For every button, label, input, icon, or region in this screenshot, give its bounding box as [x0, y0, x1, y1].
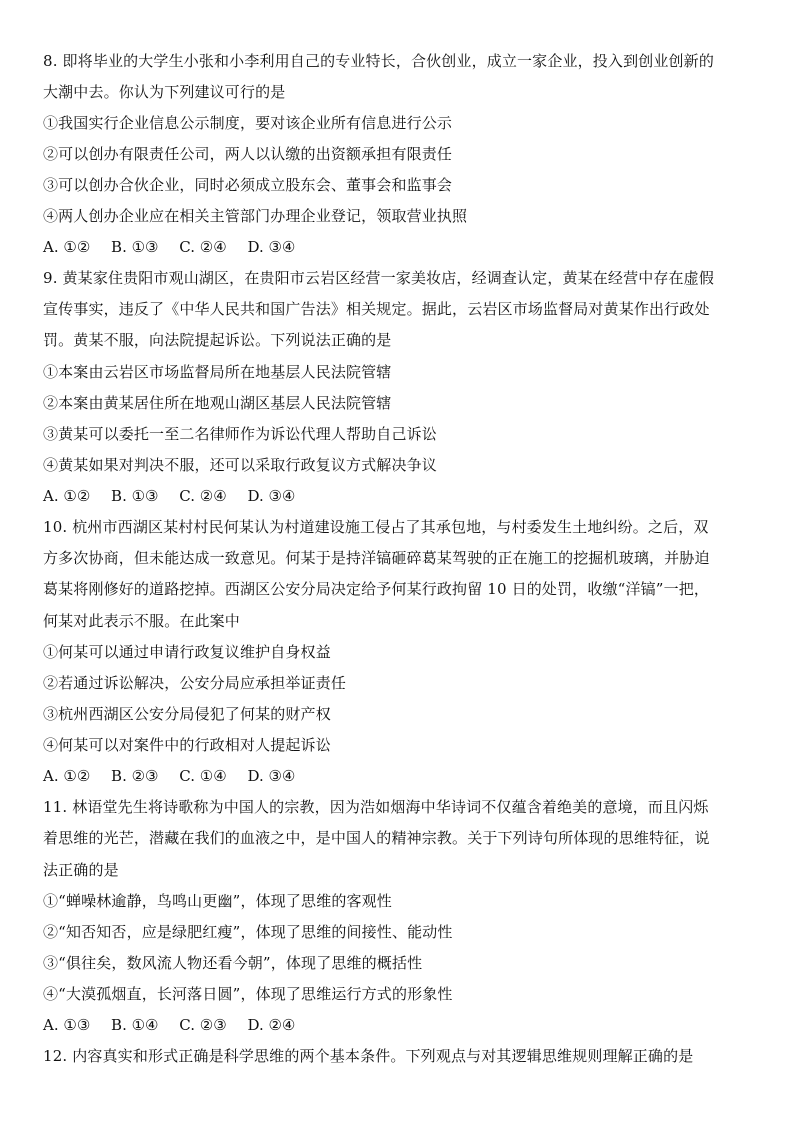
option-d[interactable]: D. ②④: [247, 1016, 296, 1034]
question-11-stem-line-3: 法正确的是: [43, 861, 119, 879]
question-11-statement-1: ①“蝉噪林逾静，鸟鸣山更幽”，体现了思维的客观性: [43, 892, 392, 910]
question-11-statement-2: ②“知否知否，应是绿肥红瘦”，体现了思维的间接性、能动性: [43, 923, 453, 941]
question-11-statement-3: ③“俱往矣，数风流人物还看今朝”，体现了思维的概括性: [43, 954, 423, 972]
option-a[interactable]: A. ①②: [43, 487, 91, 505]
question-10-statement-3: ③杭州西湖区公安分局侵犯了何某的财产权: [43, 705, 331, 723]
question-11-options: [43, 1015, 311, 1035]
option-c[interactable]: C. ②④: [179, 487, 227, 505]
question-10-stem-line-4: 何某对此表示不服。在此案中: [43, 612, 240, 630]
question-9-statement-2: ②本案由黄某居住所在地观山湖区基层人民法院管辖: [43, 394, 392, 412]
question-10-statement-4: ④何某可以对案件中的行政相对人提起诉讼: [43, 736, 331, 754]
question-8-stem-line-1: 8. 即将毕业的大学生小张和小李利用自己的专业特长，合伙创业，成立一家企业，投入到创业创新的: [43, 52, 714, 70]
question-8-statement-4: ④两人创办企业应在相关主管部门办理企业登记，领取营业执照: [43, 207, 468, 225]
option-c[interactable]: C. ①④: [179, 767, 227, 785]
question-9-options: [43, 486, 311, 506]
question-10-options: [43, 766, 311, 786]
option-a[interactable]: A. ①③: [43, 1016, 91, 1034]
option-c[interactable]: C. ②③: [179, 1016, 227, 1034]
question-9-statement-3: ③黄某可以委托一至二名律师作为诉讼代理人帮助自己诉讼: [43, 425, 437, 443]
question-10-statement-1: ①何某可以通过申请行政复议维护自身权益: [43, 643, 331, 661]
question-8-statement-1: ①我国实行企业信息公示制度，要对该企业所有信息进行公示: [43, 114, 453, 132]
question-11-stem-line-1: 11. 林语堂先生将诗歌称为中国人的宗教，因为浩如烟海中华诗词不仅蕴含着绝美的意境，而且闪烁: [43, 798, 709, 816]
question-9-stem-line-2: 宣传事实，违反了《中华人民共和国广告法》相关规定。据此，云岩区市场监督局对黄某作出行政处: [43, 300, 710, 318]
option-b[interactable]: B. ①③: [111, 487, 159, 505]
question-8-statement-2: ②可以创办有限责任公司，两人以认缴的出资额承担有限责任: [43, 145, 453, 163]
question-10-stem-line-2: 方多次协商，但未能达成一致意见。何某于是持洋镐砸碎葛某驾驶的正在施工的挖掘机玻璃，并胁迫: [43, 549, 710, 567]
question-12-stem-line-1: 12. 内容真实和形式正确是科学思维的两个基本条件。下列观点与对其逻辑思维规则理解正确的是: [43, 1047, 694, 1065]
question-10-stem-line-1: 10. 杭州市西湖区某村村民何某认为村道建设施工侵占了其承包地，与村委发生土地纠纷。之后，双: [43, 518, 709, 536]
option-d[interactable]: D. ③④: [247, 487, 296, 505]
option-d[interactable]: D. ③④: [247, 238, 296, 256]
option-b[interactable]: B. ②③: [111, 767, 159, 785]
option-d[interactable]: D. ③④: [247, 767, 296, 785]
question-9-stem-line-1: 9. 黄某家住贵阳市观山湖区，在贵阳市云岩区经营一家美妆店，经调查认定，黄某在经营中存在虚假: [43, 269, 714, 287]
question-8-statement-3: ③可以创办合伙企业，同时必须成立股东会、董事会和监事会: [43, 176, 453, 194]
question-9-statement-1: ①本案由云岩区市场监督局所在地基层人民法院管辖: [43, 363, 392, 381]
question-8-options: [43, 237, 311, 257]
question-11-stem-line-2: 着思维的光芒，潜藏在我们的血液之中，是中国人的精神宗教。关于下列诗句所体现的思维特征，说: [43, 829, 710, 847]
question-9-stem-line-3: 罚。黄某不服，向法院提起诉讼。下列说法正确的是: [43, 331, 392, 349]
question-11-statement-4: ④“大漠孤烟直，长河落日圆”，体现了思维运行方式的形象性: [43, 985, 453, 1003]
option-c[interactable]: C. ②④: [179, 238, 227, 256]
option-a[interactable]: A. ①②: [43, 238, 91, 256]
question-9-statement-4: ④黄某如果对判决不服，还可以采取行政复议方式解决争议: [43, 456, 437, 474]
question-10-stem-line-3: 葛某将刚修好的道路挖掉。西湖区公安分局决定给予何某行政拘留 10 日的处罚，收缴“洋镐”一把，: [43, 580, 710, 598]
option-a[interactable]: A. ①②: [43, 767, 91, 785]
option-b[interactable]: B. ①③: [111, 238, 159, 256]
question-10-statement-2: ②若通过诉讼解决，公安分局应承担举证责任: [43, 674, 347, 692]
option-b[interactable]: B. ①④: [111, 1016, 159, 1034]
question-8-stem-line-2: 大潮中去。你认为下列建议可行的是: [43, 83, 286, 101]
